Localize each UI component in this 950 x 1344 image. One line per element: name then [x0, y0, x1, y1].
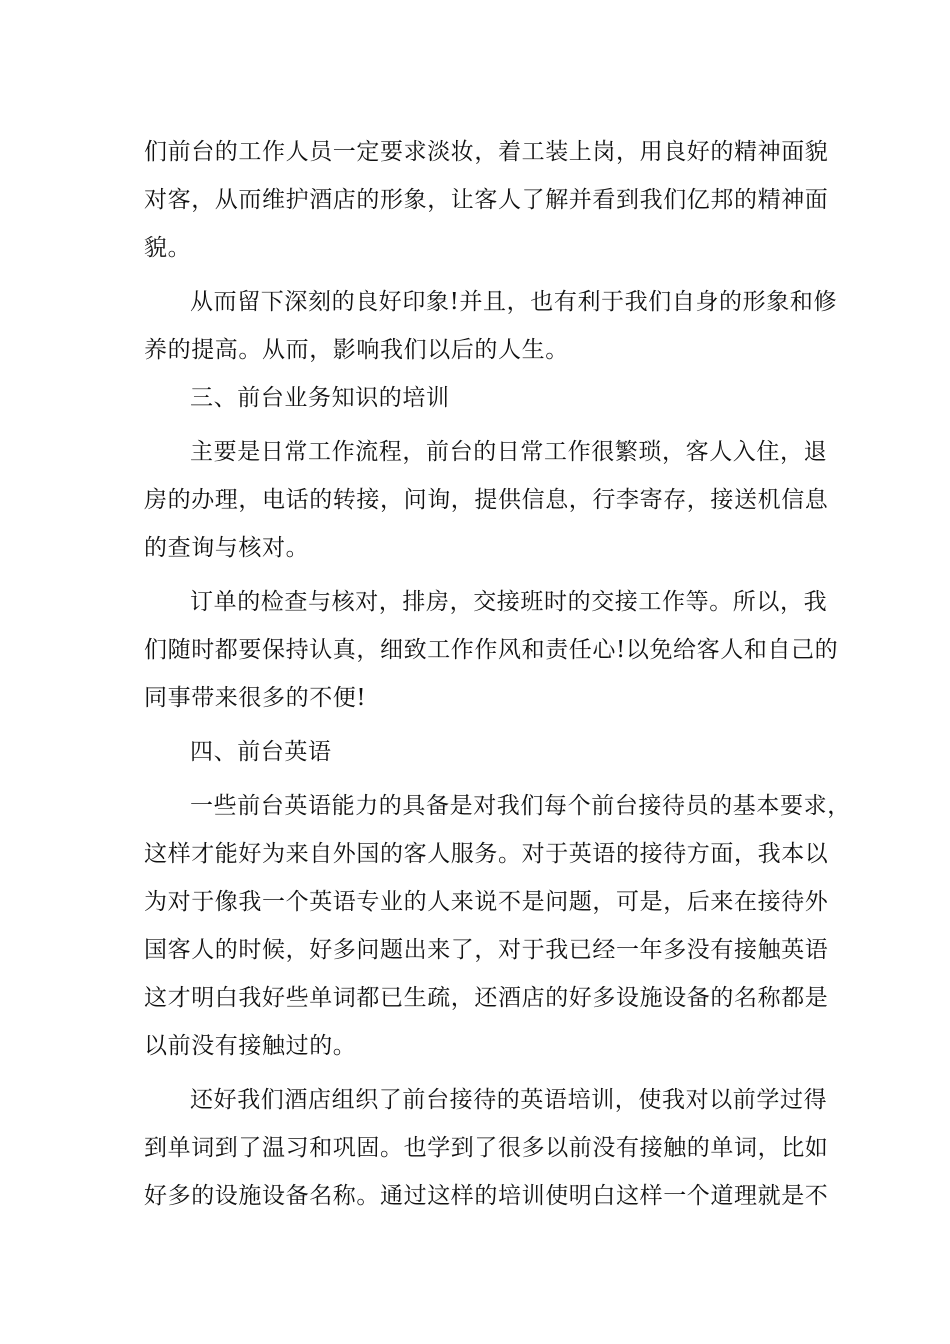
paragraph-start-line: 主要是日常工作流程，前台的日常工作很繁琐，客人入住，退	[190, 439, 828, 465]
text-line: 貌。	[144, 235, 192, 261]
text-line: 养的提高。从而，影响我们以后的人生。	[144, 337, 569, 363]
text-line: 到单词到了温习和巩固。也学到了很多以前没有接触的单词，比如	[144, 1135, 829, 1161]
paragraph-start-line: 还好我们酒店组织了前台接待的英语培训，使我对以前学过得	[190, 1087, 828, 1113]
text-line: 的查询与核对。	[144, 535, 310, 561]
section-heading: 四、前台英语	[190, 739, 332, 765]
paragraph-start-line: 从而留下深刻的良好印象!并且，也有利于我们自身的形象和修	[190, 289, 838, 315]
text-line: 国客人的时候，好多问题出来了，对于我已经一年多没有接触英语	[144, 937, 829, 963]
text-line: 这样才能好为来自外国的客人服务。对于英语的接待方面，我本以	[144, 841, 829, 867]
text-line: 这才明白我好些单词都已生疏，还酒店的好多设施设备的名称都是	[144, 985, 829, 1011]
text-line: 们前台的工作人员一定要求淡妆，着工装上岗，用良好的精神面貌	[144, 139, 829, 165]
text-line: 们随时都要保持认真，细致工作作风和责任心!以免给客人和自己的	[144, 637, 839, 663]
document-body	[144, 128, 851, 1220]
text-line: 对客，从而维护酒店的形象，让客人了解并看到我们亿邦的精神面	[144, 187, 829, 213]
section-heading: 三、前台业务知识的培训	[190, 385, 450, 411]
paragraph-start-line: 订单的检查与核对，排房，交接班时的交接工作等。所以，我	[190, 589, 828, 615]
text-line: 同事带来很多的不便!	[144, 685, 367, 711]
text-line: 好多的设施设备名称。通过这样的培训使明白这样一个道理就是不	[144, 1183, 829, 1209]
text-line: 为对于像我一个英语专业的人来说不是问题，可是，后来在接待外	[144, 889, 829, 915]
text-line: 以前没有接触过的。	[144, 1033, 357, 1059]
paragraph-start-line: 一些前台英语能力的具备是对我们每个前台接待员的基本要求，	[190, 793, 851, 819]
text-line: 房的办理，电话的转接，问询，提供信息，行李寄存，接送机信息	[144, 487, 829, 513]
